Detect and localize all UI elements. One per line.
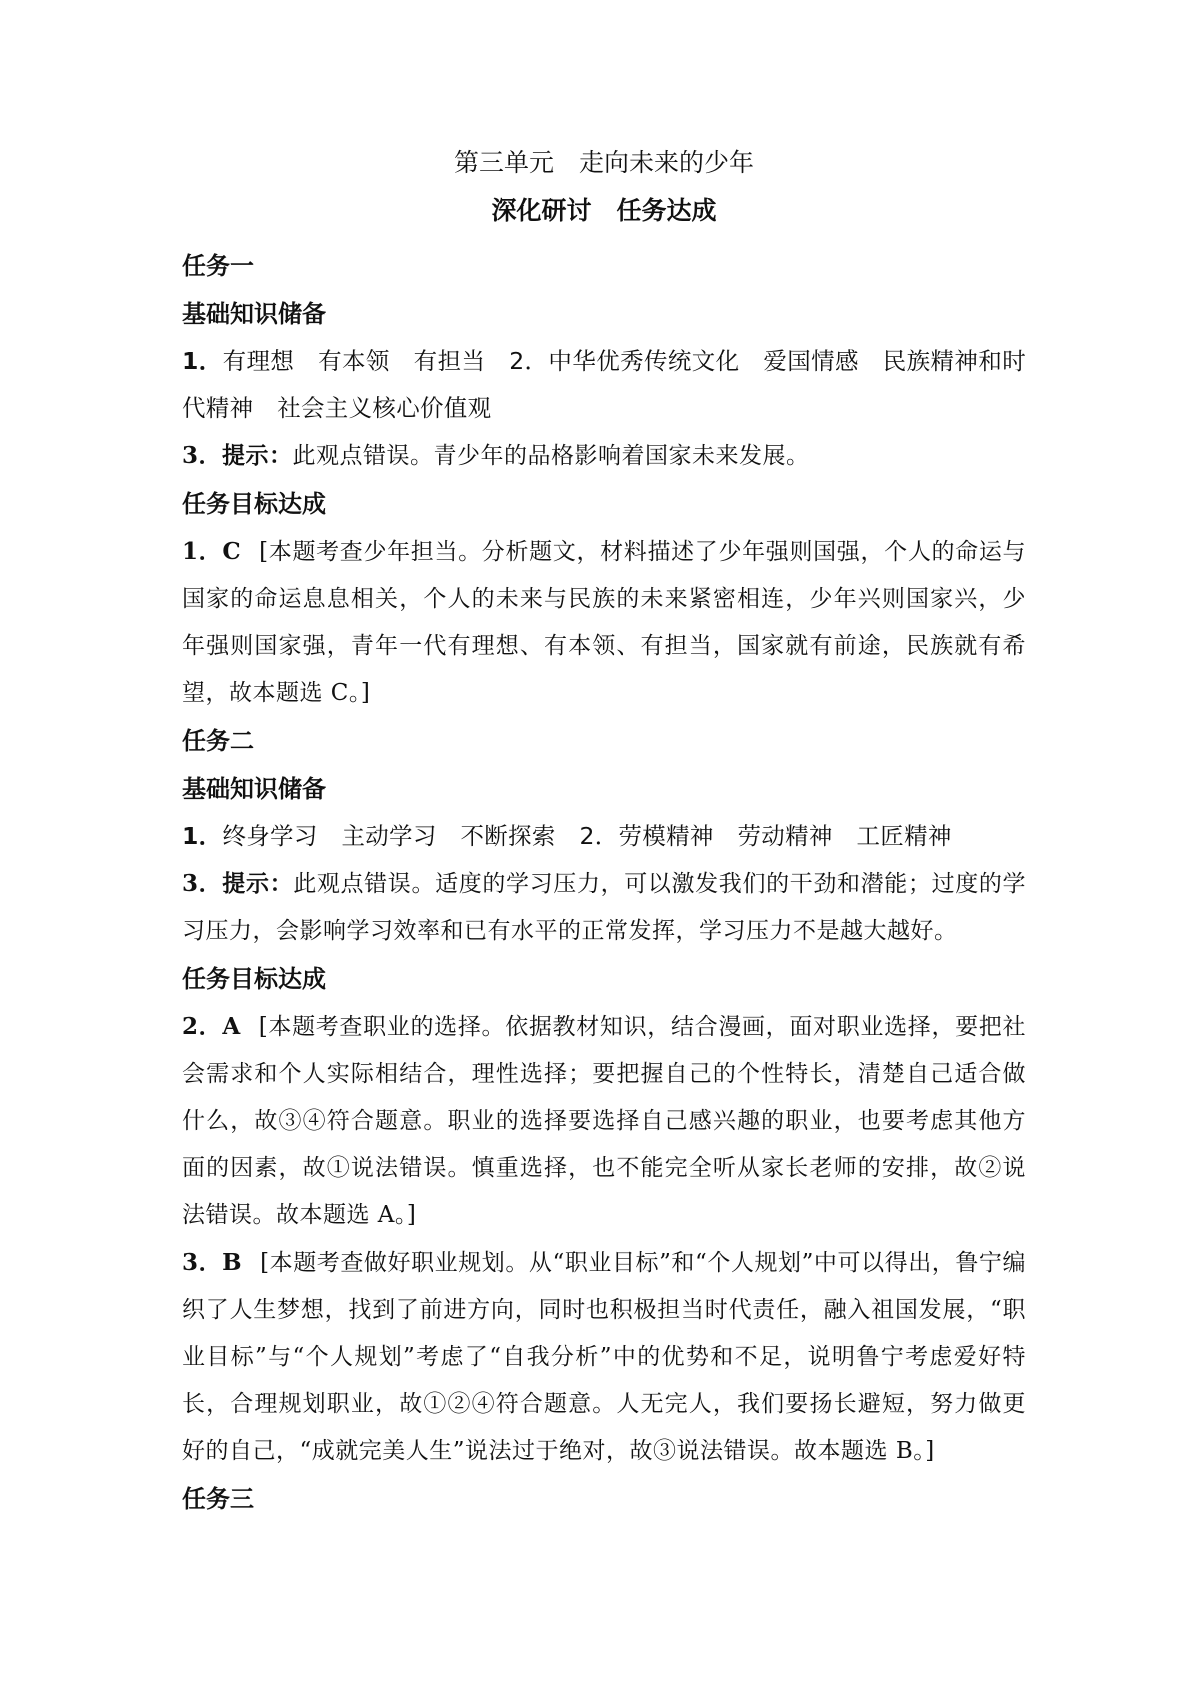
task1-tip-text: 此观点错误。青少年的品格影响着国家未来发展。 bbox=[292, 443, 810, 469]
item-number: 1． bbox=[182, 347, 223, 375]
task1-basic-text: 有理想 有本领 有担当 2．中华优秀传统文化 爱国情感 民族精神和时代精神 社会主义核心价值观 bbox=[182, 347, 1027, 422]
item-number: 1． bbox=[182, 822, 223, 850]
question-explanation: [本题考查职业的选择。依据教材知识，结合漫画，面对职业选择，要把社会需求和个人实际相结合，理性选择；要把握自己的个性特长，清楚自己适合做什么，故③④符合题意。职业的选择要选择自己感兴趣的职业，也要考虑其他方面的因素，故①说法错误。慎重选择，也不能完全听从家长老师的安排，故②说法错误。故本题选 A。] bbox=[182, 1014, 1026, 1228]
question-number: 3． bbox=[182, 1249, 223, 1276]
item-number: 3． bbox=[182, 442, 223, 469]
task2-basic-text: 终身学习 主动学习 不断探索 2．劳模精神 劳动精神 工匠精神 bbox=[222, 822, 952, 850]
tip-label: 提示： bbox=[222, 871, 294, 897]
question-answer: A bbox=[222, 1013, 241, 1040]
task1-basic-items bbox=[182, 338, 1026, 432]
task2-tip-text: 此观点错误。适度的学习压力，可以激发我们的干劲和潜能；过度的学习压力，会影响学习效率和已有水平的正常发挥，学习压力不是越大越好。 bbox=[182, 871, 1027, 944]
document-page bbox=[182, 140, 1026, 1523]
task2-basic-item3 bbox=[182, 860, 1026, 955]
task2-q3 bbox=[182, 1239, 1026, 1475]
document-subtitle: 深化研讨 任务达成 bbox=[491, 196, 717, 225]
task2-basic-heading: 基础知识储备 bbox=[182, 775, 326, 803]
question-number: 2． bbox=[182, 1013, 223, 1040]
task1-basic-heading: 基础知识储备 bbox=[182, 300, 326, 328]
task2-basic-items bbox=[182, 813, 1026, 860]
item-number: 3． bbox=[182, 870, 223, 897]
document-title: 第三单元 走向未来的少年 bbox=[453, 148, 754, 177]
task2-q2 bbox=[182, 1003, 1026, 1239]
task1-goal-heading: 任务目标达成 bbox=[182, 490, 326, 518]
question-explanation: [本题考查少年担当。分析题文，材料描述了少年强则国强，个人的命运与国家的命运息息相关，个人的未来与民族的未来紧密相连，少年兴则国家兴，少年强则国家强，青年一代有理想、有本领、有担当，国家就有前途，民族就有希望，故本题选 C。] bbox=[182, 539, 1026, 706]
tip-label: 提示： bbox=[222, 443, 293, 469]
question-answer: B bbox=[222, 1249, 243, 1276]
task1-basic-item3 bbox=[182, 432, 1026, 480]
question-number: 1． bbox=[182, 538, 223, 565]
task1-q1 bbox=[182, 528, 1026, 717]
question-explanation: [本题考查做好职业规划。从“职业目标”和“个人规划”中可以得出，鲁宁编织了人生梦想，找到了前进方向，同时也积极担当时代责任，融入祖国发展，“职业目标”与“个人规划”考虑了“自我分析”中的优势和不足，说明鲁宁考虑爱好特长，合理规划职业，故①②④符合题意。人无完人，我们要扬长避短，努力做更好的自己，“成就完美人生”说法过于绝对，故③说法错误。故本题选 B。] bbox=[182, 1250, 1026, 1464]
question-answer: C bbox=[222, 538, 242, 565]
task2-goal-heading: 任务目标达成 bbox=[182, 965, 326, 993]
task3-heading: 任务三 bbox=[182, 1485, 254, 1513]
task1-heading: 任务一 bbox=[182, 252, 254, 280]
task2-heading: 任务二 bbox=[182, 727, 254, 755]
